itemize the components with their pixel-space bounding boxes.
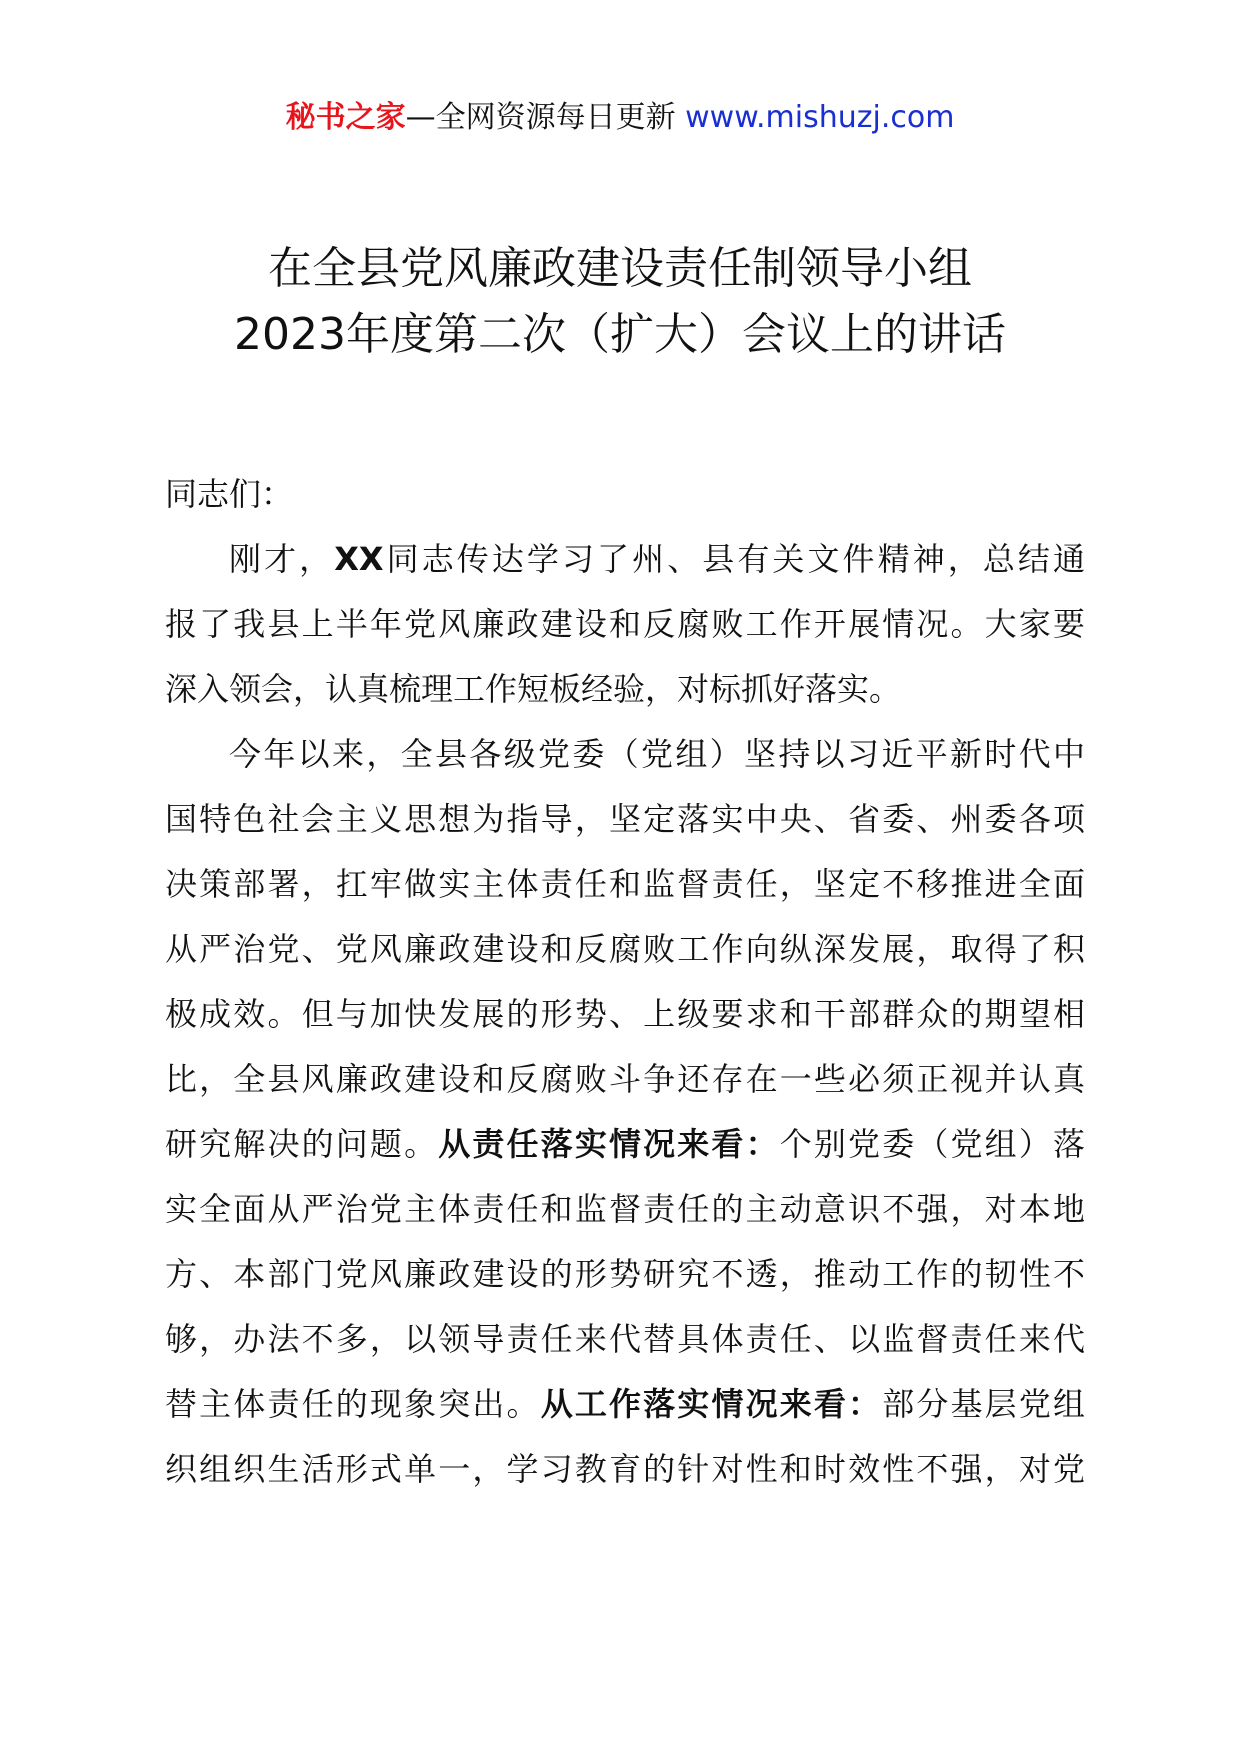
salutation: 同志们：	[165, 475, 294, 513]
text-run: 替主体责任的现象突出。	[165, 1385, 541, 1423]
site-header	[0, 98, 1240, 138]
text-run: 个别党委（党组）落	[779, 1125, 1085, 1163]
title-line-2: 2023年度第二次（扩大）会议上的讲话	[234, 309, 1006, 360]
text-run: 部分基层党组	[882, 1385, 1085, 1423]
site-url-link[interactable]: www.mishuzj.com	[685, 100, 955, 135]
paragraph-line: 决策部署，扛牢做实主体责任和监督责任，坚定不移推进全面	[165, 865, 1085, 903]
header-tagline: —全网资源每日更新	[405, 100, 686, 135]
paragraph-line: 比，全县风廉政建设和反腐败斗争还存在一些必须正视并认真	[165, 1060, 1085, 1098]
brand-name: 秘书之家	[285, 100, 406, 135]
paragraph-line: 报了我县上半年党风廉政建设和反腐败工作开展情况。大家要	[165, 605, 1085, 643]
bold-heading-inline: 从工作落实情况来看：	[540, 1385, 883, 1423]
paragraph-line: 方、本部门党风廉政建设的形势研究不透，推动工作的韧性不	[165, 1255, 1085, 1293]
paragraph-1	[165, 527, 1085, 722]
paragraph-line: 够，办法不多，以领导责任来代替具体责任、以监督责任来代	[165, 1320, 1085, 1358]
text-run: 刚才，	[229, 540, 335, 578]
paragraph-line: 今年以来，全县各级党委（党组）坚持以习近平新时代中	[229, 735, 1085, 773]
text-run: 研究解决的问题。	[165, 1125, 439, 1163]
paragraph-line: 深入领会，认真梳理工作短板经验，对标抓好落实。	[165, 670, 902, 708]
paragraph-line: 从严治党、党风廉政建设和反腐败工作向纵深发展，取得了积	[165, 930, 1085, 968]
paragraph-2	[165, 722, 1085, 1502]
text-run: 同志传达学习了州、县有关文件精神，总结通	[383, 540, 1085, 578]
paragraph-line: 极成效。但与加快发展的形势、上级要求和干部群众的期望相	[165, 995, 1085, 1033]
document-body	[165, 462, 1085, 1502]
paragraph-line	[165, 1112, 1085, 1177]
paragraph-line: 实全面从严治党主体责任和监督责任的主动意识不强，对本地	[165, 1190, 1085, 1228]
paragraph-line	[165, 527, 1085, 592]
paragraph-line	[165, 1372, 1085, 1437]
title-line-1: 在全县党风廉政建设责任制领导小组	[268, 243, 972, 294]
document-title	[0, 236, 1240, 368]
bold-heading-inline: 从责任落实情况来看：	[438, 1125, 780, 1163]
bold-text: XX	[334, 540, 384, 578]
paragraph-line: 织组织生活形式单一，学习教育的针对性和时效性不强，对党	[165, 1450, 1085, 1488]
paragraph-line: 国特色社会主义思想为指导，坚定落实中央、省委、州委各项	[165, 800, 1085, 838]
